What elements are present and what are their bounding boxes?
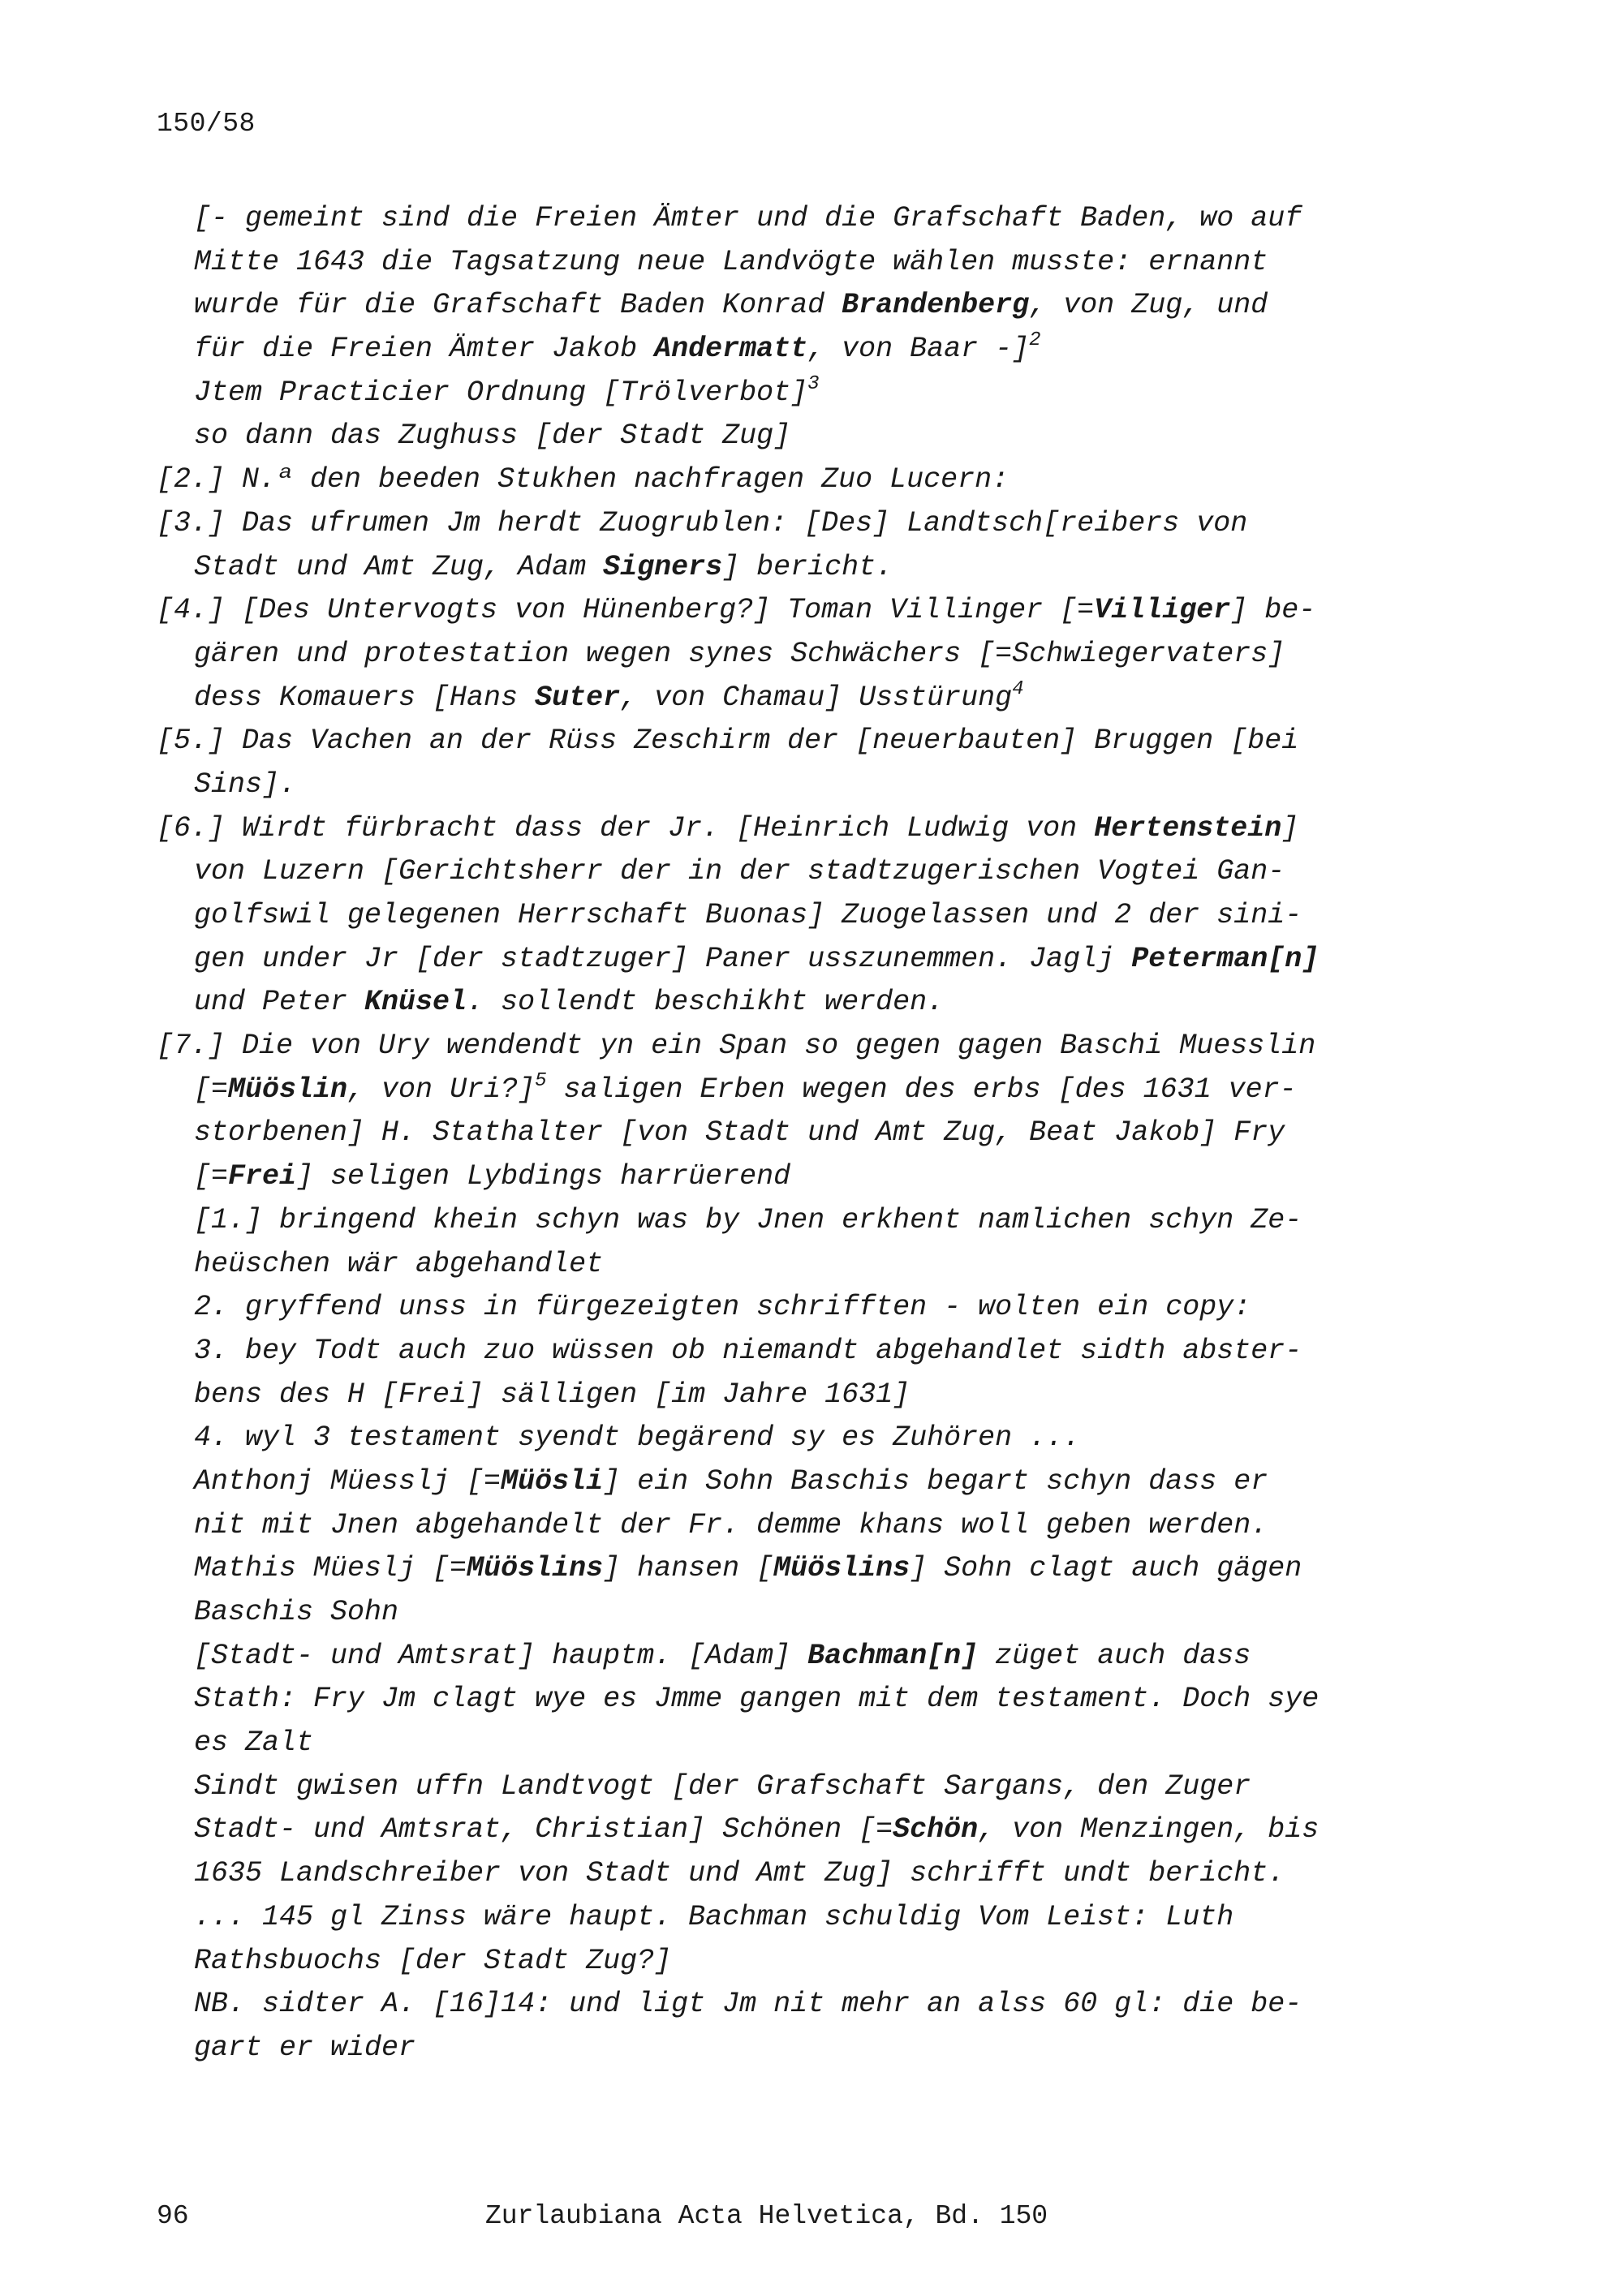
text-line bbox=[157, 1068, 1423, 1112]
text-line bbox=[157, 1330, 1423, 1374]
text-fragment: Mathis Müeslj [= bbox=[194, 1552, 467, 1585]
running-title: Zurlaubiana Acta Helvetica, Bd. 150 bbox=[485, 2201, 1048, 2231]
text-fragment: , von Uri?] bbox=[347, 1073, 536, 1106]
text-fragment: ] hansen [ bbox=[603, 1552, 774, 1585]
text-fragment: [4.] [Des Untervogts von Hünenberg?] Toman Villinger [= bbox=[157, 594, 1095, 627]
text-fragment: gen under Jr [der stadtzuger] Paner usszunemmen. Jaglj bbox=[194, 942, 1132, 975]
text-line bbox=[157, 284, 1423, 328]
text-line bbox=[157, 241, 1423, 285]
text-fragment: [1.] bringend khein schyn was by Jnen erkhent namlichen schyn Ze- bbox=[194, 1203, 1302, 1236]
text-fragment: 4. wyl 3 testament syendt begärend sy es Zuhören ... bbox=[194, 1421, 1081, 1455]
bold-name: Knüsel bbox=[364, 986, 467, 1019]
text-line bbox=[157, 1940, 1423, 1984]
bold-name: Hertenstein bbox=[1094, 811, 1282, 845]
bold-name: Villiger bbox=[1094, 594, 1231, 627]
text-fragment: wurde für die Grafschaft Baden Konrad bbox=[194, 289, 842, 322]
text-line bbox=[157, 1896, 1423, 1940]
text-fragment: [6.] Wirdt fürbracht dass der Jr. [Heinrich Ludwig von bbox=[157, 811, 1095, 845]
text-fragment: ] bbox=[1281, 811, 1299, 845]
text-line bbox=[157, 1547, 1423, 1591]
text-line bbox=[157, 1374, 1423, 1417]
page-id: 150/58 bbox=[157, 109, 256, 139]
text-line bbox=[157, 1852, 1423, 1896]
text-fragment: Baschis Sohn bbox=[194, 1596, 399, 1628]
footnote-ref: 5 bbox=[535, 1069, 547, 1092]
text-fragment: gären und protestation wegen synes Schwächers [=Schwiegervaters] bbox=[194, 637, 1285, 670]
text-fragment: 3. bey Todt auch zuo wüssen ob niemandt abgehandlet sidth abster- bbox=[194, 1334, 1302, 1367]
text-fragment: es Zalt bbox=[194, 1726, 314, 1760]
text-fragment: und Peter bbox=[194, 986, 365, 1019]
text-line bbox=[157, 328, 1423, 372]
text-fragment: [7.] Die von Ury wendendt yn ein Span so gegen gagen Baschi Muesslin bbox=[157, 1030, 1316, 1063]
footnote-ref: 3 bbox=[807, 372, 820, 395]
text-fragment: . sollendt beschikht werden. bbox=[467, 986, 945, 1019]
text-line bbox=[157, 1155, 1423, 1199]
text-line bbox=[157, 1286, 1423, 1330]
text-line bbox=[157, 1243, 1423, 1287]
text-fragment: von Luzern [Gerichtsherr der in der stadtzugerischen Vogtei Gan- bbox=[194, 855, 1285, 888]
text-line bbox=[157, 415, 1423, 458]
text-fragment: storbenen] H. Stathalter [von Stadt und Amt Zug, Beat Jakob] Fry bbox=[194, 1116, 1285, 1150]
text-line bbox=[157, 1983, 1423, 2027]
text-fragment: bens des H [Frei] sälligen [im Jahre 1631] bbox=[194, 1378, 911, 1411]
text-fragment: ] be- bbox=[1230, 594, 1316, 627]
text-fragment: 2. gryffend unss in fürgezeigten schrifften - wolten ein copy: bbox=[194, 1291, 1251, 1324]
text-line bbox=[157, 1199, 1423, 1243]
text-line bbox=[157, 850, 1423, 894]
text-line bbox=[157, 1111, 1423, 1155]
text-line bbox=[157, 938, 1423, 982]
text-fragment: NB. sidter A. [16]14: und ligt Jm nit mehr an alss 60 gl: die be- bbox=[194, 1988, 1302, 2021]
text-line bbox=[157, 458, 1423, 502]
text-line bbox=[157, 372, 1423, 415]
text-fragment: [= bbox=[194, 1073, 229, 1106]
page-number: 96 bbox=[157, 2201, 189, 2231]
text-fragment: Stadt- und Amtsrat, Christian] Schönen [= bbox=[194, 1813, 893, 1847]
bold-name: Andermatt bbox=[654, 333, 808, 366]
text-fragment: dess Komauers [Hans bbox=[194, 681, 536, 714]
text-line bbox=[157, 677, 1423, 720]
text-fragment: [5.] Das Vachen an der Rüss Zeschirm der [neuerbauten] Bruggen [bei bbox=[157, 724, 1299, 758]
text-line bbox=[157, 720, 1423, 763]
text-fragment: ] seligen Lybdings harrüerend bbox=[296, 1160, 791, 1193]
bold-name: Frei bbox=[228, 1160, 297, 1193]
text-line bbox=[157, 197, 1423, 241]
text-fragment: Jtem Practicier Ordnung [Trölverbot] bbox=[194, 376, 808, 409]
text-fragment: , von Baar -] bbox=[807, 333, 1030, 366]
text-line bbox=[157, 2027, 1423, 2070]
text-line bbox=[157, 1678, 1423, 1722]
footnote-ref: 4 bbox=[1012, 677, 1024, 700]
text-line bbox=[157, 1808, 1423, 1852]
text-line bbox=[157, 1417, 1423, 1460]
text-fragment: ] bericht. bbox=[722, 550, 893, 583]
text-line bbox=[157, 589, 1423, 633]
text-fragment: [- gemeint sind die Freien Ämter und die Grafschaft Baden, wo auf bbox=[194, 202, 1302, 234]
text-fragment: Sins]. bbox=[194, 767, 297, 801]
text-fragment: [3.] Das ufrumen Jm herdt Zuogrublen: [Des] Landtsch[reibers von bbox=[157, 506, 1248, 540]
text-fragment: [2.] N.ª den beeden Stukhen nachfragen Zuo Lucern: bbox=[157, 463, 1010, 497]
text-fragment: golfswil gelegenen Herrschaft Buonas] Zuogelassen und 2 der sini- bbox=[194, 899, 1302, 931]
text-fragment: Sindt gwisen uffn Landtvogt [der Grafschaft Sargans, den Zuger bbox=[194, 1769, 1251, 1803]
text-line bbox=[157, 981, 1423, 1025]
text-line bbox=[157, 763, 1423, 807]
text-line bbox=[157, 1025, 1423, 1068]
text-fragment: saligen Erben wegen des erbs [des 1631 ver- bbox=[546, 1073, 1297, 1106]
text-line bbox=[157, 807, 1423, 851]
text-fragment: züget auch dass bbox=[978, 1639, 1251, 1672]
body-text bbox=[157, 197, 1423, 2070]
bold-name: Brandenberg bbox=[842, 289, 1030, 322]
text-fragment: Rathsbuochs [der Stadt Zug?] bbox=[194, 1944, 672, 1977]
text-fragment: so dann das Zughuss [der Stadt Zug] bbox=[194, 419, 791, 453]
text-fragment: für die Freien Ämter Jakob bbox=[194, 333, 655, 366]
bold-name: Bachman[n] bbox=[807, 1639, 979, 1672]
text-fragment: Stath: Fry Jm clagt wye es Jmme gangen mit dem testament. Doch sye bbox=[194, 1683, 1319, 1716]
text-fragment: gart er wider bbox=[194, 2031, 416, 2064]
text-fragment: [= bbox=[194, 1160, 229, 1193]
text-fragment: , von Chamau] Usstürung bbox=[620, 681, 1013, 714]
bold-name: Müöslins bbox=[773, 1552, 911, 1585]
text-line bbox=[157, 546, 1423, 590]
footnote-ref: 2 bbox=[1029, 329, 1041, 352]
text-line bbox=[157, 1591, 1423, 1635]
bold-name: Müösli bbox=[501, 1464, 604, 1498]
text-fragment: , von Zug, und bbox=[1029, 289, 1268, 322]
text-fragment: ... 145 gl Zinss wäre haupt. Bachman schuldig Vom Leist: Luth bbox=[194, 1900, 1234, 1933]
text-line bbox=[157, 1722, 1423, 1765]
text-fragment: Stadt und Amt Zug, Adam bbox=[194, 550, 604, 583]
bold-name: Suter bbox=[535, 681, 621, 714]
text-fragment: ] Sohn clagt auch gägen bbox=[910, 1552, 1302, 1585]
text-fragment: Anthonj Müesslj [= bbox=[194, 1464, 502, 1498]
text-line bbox=[157, 502, 1423, 546]
text-fragment: [Stadt- und Amtsrat] hauptm. [Adam] bbox=[194, 1639, 808, 1672]
text-fragment: 1635 Landschreiber von Stadt und Amt Zug] schrifft undt bericht. bbox=[194, 1857, 1285, 1890]
text-fragment: heüschen wär abgehandlet bbox=[194, 1247, 604, 1280]
text-line bbox=[157, 894, 1423, 938]
text-line bbox=[157, 1765, 1423, 1809]
text-fragment: ] ein Sohn Baschis begart schyn dass er bbox=[603, 1464, 1268, 1498]
text-fragment: , von Menzingen, bis bbox=[978, 1813, 1319, 1847]
bold-name: Müöslins bbox=[467, 1552, 604, 1585]
text-line bbox=[157, 1504, 1423, 1548]
text-line bbox=[157, 633, 1423, 677]
bold-name: Schön bbox=[893, 1813, 979, 1847]
text-line bbox=[157, 1460, 1423, 1504]
text-fragment: nit mit Jnen abgehandelt der Fr. demme khans woll geben werden. bbox=[194, 1508, 1268, 1541]
text-fragment: Mitte 1643 die Tagsatzung neue Landvögte wählen musste: ernannt bbox=[194, 245, 1268, 278]
bold-name: Müöslin bbox=[228, 1073, 348, 1106]
bold-name: Peterman[n] bbox=[1131, 942, 1319, 975]
text-line bbox=[157, 1635, 1423, 1679]
bold-name: Signers bbox=[603, 550, 723, 583]
